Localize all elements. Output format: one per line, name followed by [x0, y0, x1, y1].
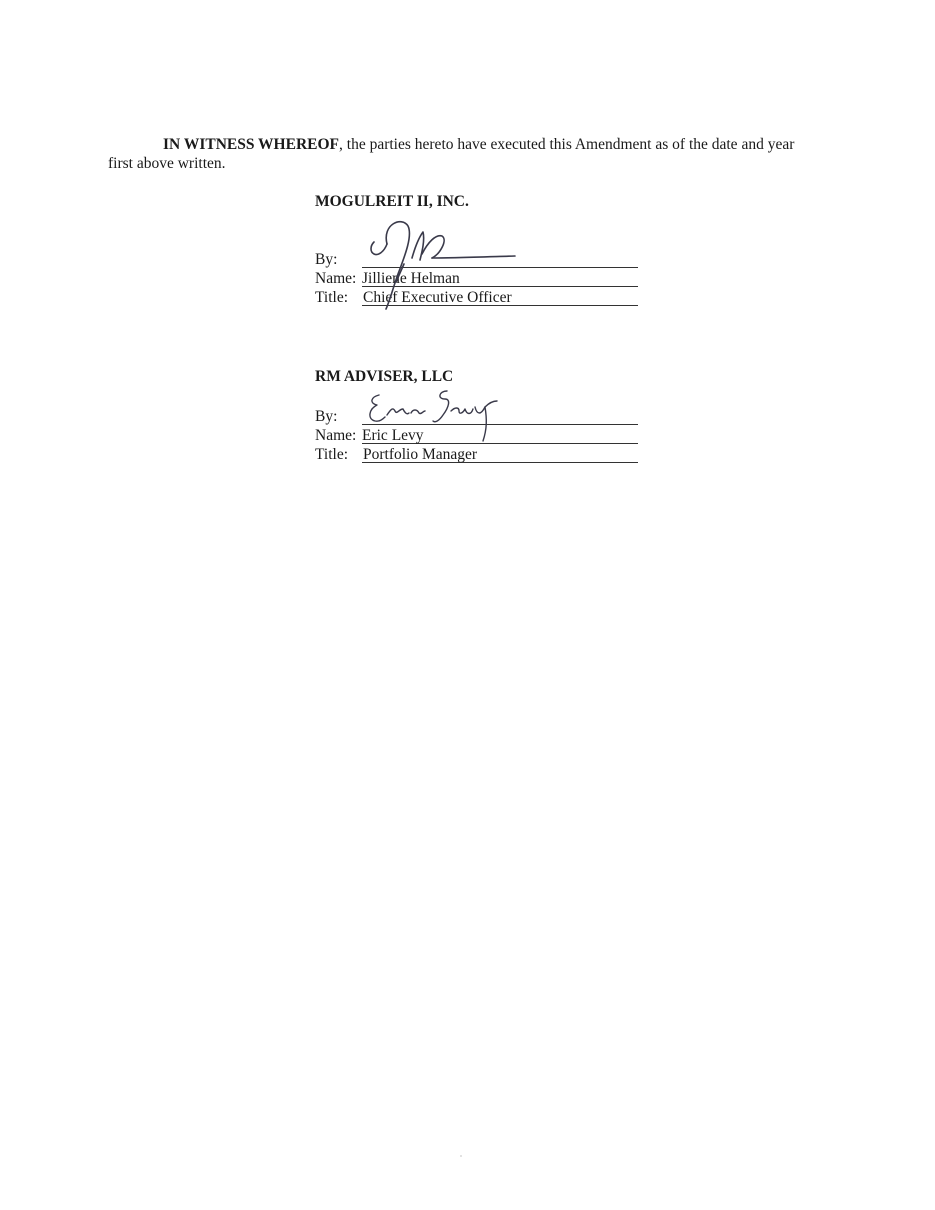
- signature-block-rm-adviser: [315, 367, 640, 464]
- signatory-name: Eric Levy: [362, 427, 424, 444]
- name-line: [315, 426, 640, 445]
- signatory-title: Chief Executive Officer: [363, 289, 512, 306]
- title-label: Title:: [315, 289, 349, 306]
- signatory-title: Portfolio Manager: [363, 446, 478, 463]
- company-name: MOGULREIT II, INC.: [315, 193, 469, 210]
- signature-block-mogulreit: [315, 192, 640, 307]
- by-label: By:: [315, 408, 338, 425]
- signature-rule: [362, 267, 638, 268]
- witness-lead: IN WITNESS WHEREOF: [163, 136, 340, 153]
- name-line: [315, 269, 640, 288]
- by-line: [315, 407, 640, 426]
- scan-speck: [460, 1155, 462, 1157]
- name-label: Name:: [315, 427, 357, 444]
- by-label: By:: [315, 251, 338, 268]
- witness-paragraph: [108, 135, 823, 173]
- witness-rest: , the parties hereto have executed this Amendment as of the date and year first above written.: [108, 136, 795, 172]
- name-label: Name:: [315, 270, 357, 287]
- signatory-name: Jilliene Helman: [362, 270, 460, 287]
- signature-rule: [362, 424, 638, 425]
- title-label: Title:: [315, 446, 349, 463]
- by-line: [315, 250, 640, 269]
- company-name: RM ADVISER, LLC: [315, 368, 454, 385]
- title-line: [315, 445, 640, 464]
- title-line: [315, 288, 640, 307]
